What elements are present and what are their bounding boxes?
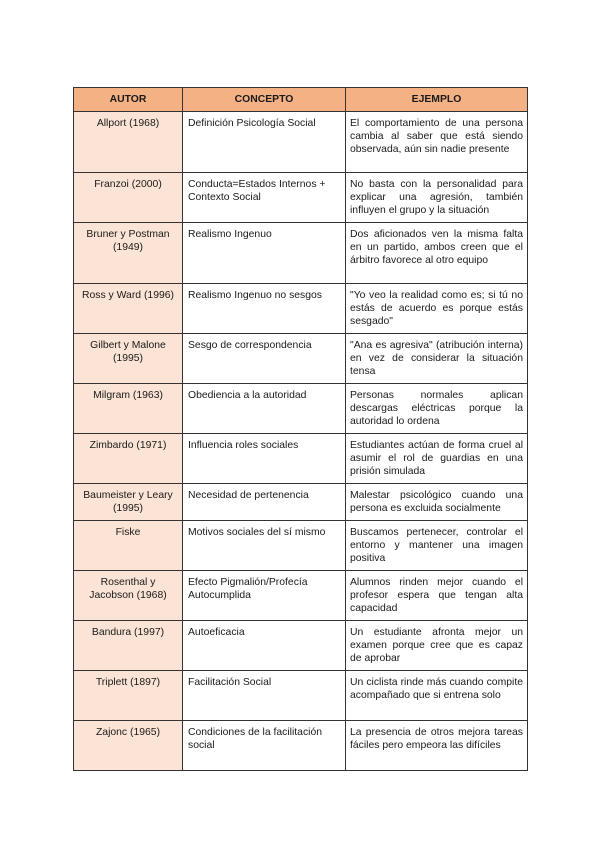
cell-concepto: Sesgo de correspondencia: [183, 334, 346, 384]
header-autor: AUTOR: [74, 88, 183, 112]
cell-ejemplo: No basta con la personalidad para explicar una agresión, también influyen el grupo y la situación: [346, 173, 528, 223]
cell-concepto: Realismo Ingenuo: [183, 223, 346, 284]
header-concepto: CONCEPTO: [183, 88, 346, 112]
cell-autor: Rosenthal y Jacobson (1968): [74, 571, 183, 621]
cell-concepto: Efecto Pigmalión/Profecía Autocumplida: [183, 571, 346, 621]
cell-ejemplo: La presencia de otros mejora tareas fáciles pero empeora las difíciles: [346, 721, 528, 771]
cell-autor: Bandura (1997): [74, 621, 183, 671]
cell-concepto: Definición Psicología Social: [183, 112, 346, 173]
cell-autor: Triplett (1897): [74, 671, 183, 721]
cell-concepto: Condiciones de la facilitación social: [183, 721, 346, 771]
table-header-row: [74, 88, 528, 112]
cell-concepto: Necesidad de pertenencia: [183, 484, 346, 521]
table-row: [74, 284, 528, 334]
table-row: [74, 521, 528, 571]
cell-ejemplo: Un estudiante afronta mejor un examen porque cree que es capaz de aprobar: [346, 621, 528, 671]
header-ejemplo: EJEMPLO: [346, 88, 528, 112]
table-row: [74, 671, 528, 721]
cell-ejemplo: El comportamiento de una persona cambia al saber que está siendo observada, aún sin nadie presente: [346, 112, 528, 173]
cell-ejemplo: "Ana es agresiva" (atribución interna) en vez de considerar la situación tensa: [346, 334, 528, 384]
table-row: [74, 112, 528, 173]
cell-autor: Ross y Ward (1996): [74, 284, 183, 334]
cell-concepto: Facilitación Social: [183, 671, 346, 721]
table-row: [74, 484, 528, 521]
table-row: [74, 571, 528, 621]
table-row: [74, 223, 528, 284]
cell-autor: Zimbardo (1971): [74, 434, 183, 484]
cell-ejemplo: Alumnos rinden mejor cuando el profesor espera que tengan alta capacidad: [346, 571, 528, 621]
table-row: [74, 334, 528, 384]
cell-autor: Fiske: [74, 521, 183, 571]
cell-ejemplo: Buscamos pertenecer, controlar el entorno y mantener una imagen positiva: [346, 521, 528, 571]
cell-concepto: Motivos sociales del sí mismo: [183, 521, 346, 571]
cell-concepto: Conducta=Estados Internos + Contexto Social: [183, 173, 346, 223]
table-row: [74, 721, 528, 771]
cell-ejemplo: Malestar psicológico cuando una persona es excluida socialmente: [346, 484, 528, 521]
cell-concepto: Influencia roles sociales: [183, 434, 346, 484]
cell-concepto: Autoeficacia: [183, 621, 346, 671]
table-row: [74, 384, 528, 434]
table-row: [74, 173, 528, 223]
cell-autor: Milgram (1963): [74, 384, 183, 434]
table-row: [74, 434, 528, 484]
cell-ejemplo: Dos aficionados ven la misma falta en un partido, ambos creen que el árbitro favorece al otro equipo: [346, 223, 528, 284]
concepts-table: [73, 87, 528, 771]
cell-autor: Franzoi (2000): [74, 173, 183, 223]
cell-ejemplo: Estudiantes actúan de forma cruel al asumir el rol de guardias en una prisión simulada: [346, 434, 528, 484]
cell-concepto: Realismo Ingenuo no sesgos: [183, 284, 346, 334]
cell-ejemplo: "Yo veo la realidad como es; si tú no estás de acuerdo es porque estás sesgado": [346, 284, 528, 334]
cell-autor: Zajonc (1965): [74, 721, 183, 771]
cell-autor: Allport (1968): [74, 112, 183, 173]
table-row: [74, 621, 528, 671]
cell-autor: Baumeister y Leary (1995): [74, 484, 183, 521]
cell-concepto: Obediencia a la autoridad: [183, 384, 346, 434]
cell-autor: Gilbert y Malone (1995): [74, 334, 183, 384]
cell-ejemplo: Personas normales aplican descargas eléctricas porque la autoridad lo ordena: [346, 384, 528, 434]
cell-ejemplo: Un ciclista rinde más cuando compite acompañado que si entrena solo: [346, 671, 528, 721]
cell-autor: Bruner y Postman (1949): [74, 223, 183, 284]
